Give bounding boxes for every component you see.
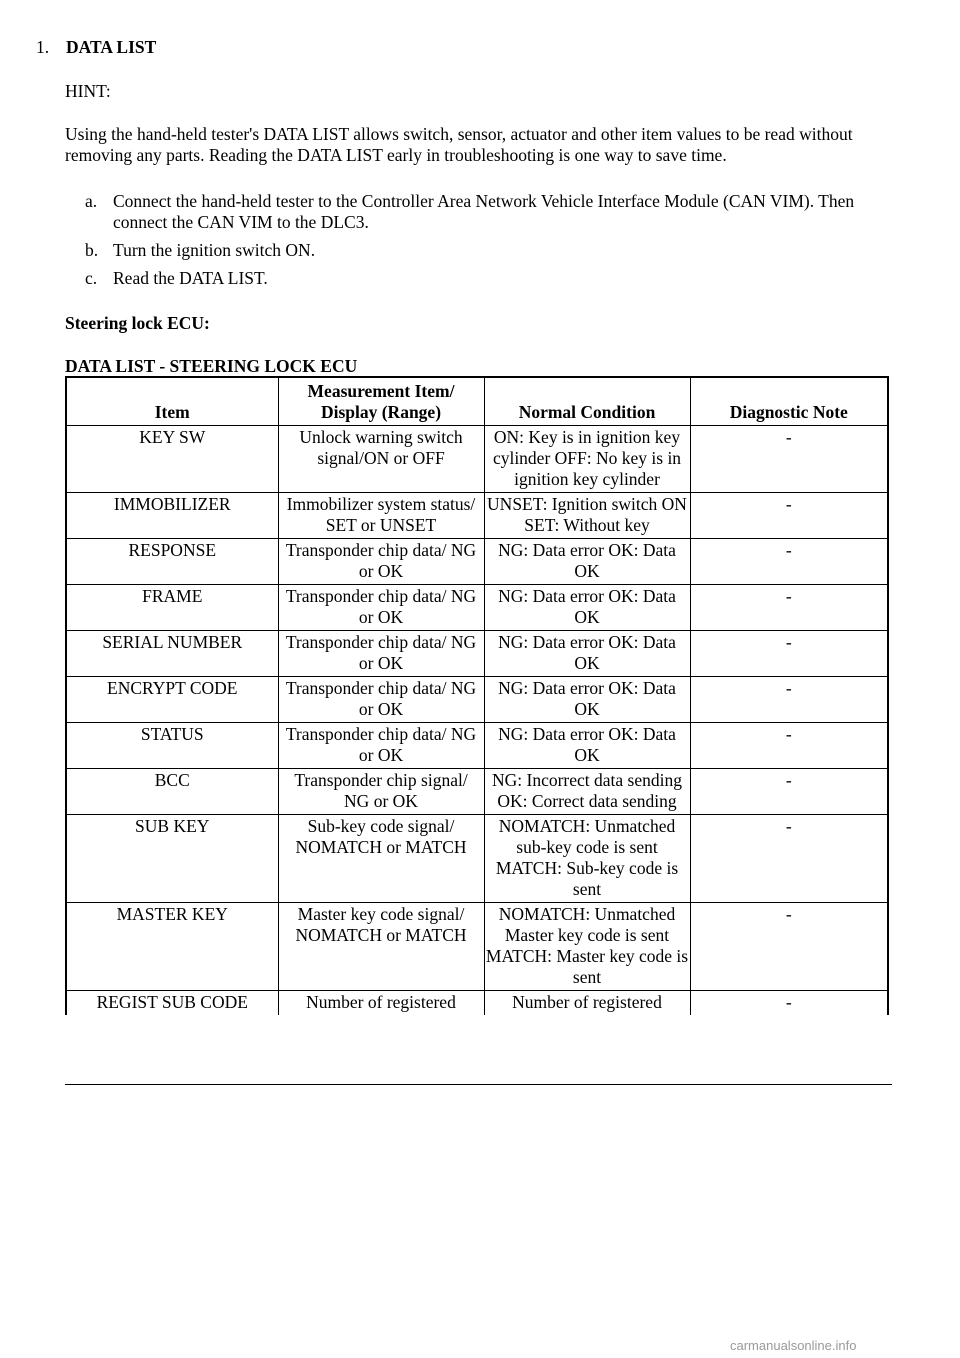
cell-normal-condition: NG: Incorrect data sending OK: Correct data sending [484,769,690,815]
cell-measurement: Transponder chip data/ NG or OK [278,677,484,723]
step-marker: b. [85,240,99,260]
cell-measurement: Sub-key code signal/ NOMATCH or MATCH [278,815,484,903]
table-row [66,815,888,903]
step-marker: a. [85,191,98,211]
table-row [66,723,888,769]
table-row [66,493,888,539]
step-text: Connect the hand-held tester to the Controller Area Network Vehicle Interface Module (CAN VIM). Then connect the CAN VIM to the DLC3. [113,191,855,232]
cell-normal-condition: Number of registered [484,991,690,1016]
site-watermark[interactable]: carmanualsonline.info [730,1338,857,1353]
cell-normal-condition: NG: Data error OK: Data OK [484,539,690,585]
table-row [66,539,888,585]
table-row [66,903,888,991]
section-title: DATA LIST [66,37,157,57]
table-row [66,769,888,815]
cell-item: KEY SW [66,426,278,493]
section-number: 1. [36,37,50,57]
hint-label: HINT: [65,81,111,101]
data-list-table [65,376,889,1015]
cell-diagnostic-note: - [690,539,888,585]
cell-normal-condition: NG: Data error OK: Data OK [484,723,690,769]
procedure-steps [65,191,885,296]
header-normal-condition: Normal Condition [484,377,690,426]
ecu-heading: Steering lock ECU: [65,313,210,333]
cell-diagnostic-note: - [690,585,888,631]
header-diagnostic-note: Diagnostic Note [690,377,888,426]
table-row [66,631,888,677]
procedure-step [65,191,885,233]
cell-normal-condition: NG: Data error OK: Data OK [484,677,690,723]
cell-measurement: Transponder chip data/ NG or OK [278,631,484,677]
cell-normal-condition: NOMATCH: Unmatched sub-key code is sent MATCH: Sub-key code is sent [484,815,690,903]
cell-item: RESPONSE [66,539,278,585]
cell-item: IMMOBILIZER [66,493,278,539]
cell-normal-condition: UNSET: Ignition switch ON SET: Without key [484,493,690,539]
cell-item: REGIST SUB CODE [66,991,278,1016]
cell-diagnostic-note: - [690,815,888,903]
procedure-step [65,268,885,289]
cell-item: BCC [66,769,278,815]
cell-diagnostic-note: - [690,991,888,1016]
table-caption: DATA LIST - STEERING LOCK ECU [65,356,358,376]
table-row [66,585,888,631]
step-text: Read the DATA LIST. [113,268,268,288]
cell-diagnostic-note: - [690,426,888,493]
cell-measurement: Unlock warning switch signal/ON or OFF [278,426,484,493]
cell-diagnostic-note: - [690,769,888,815]
table-row [66,426,888,493]
cell-measurement: Transponder chip data/ NG or OK [278,585,484,631]
cell-measurement: Transponder chip data/ NG or OK [278,539,484,585]
cell-normal-condition: NG: Data error OK: Data OK [484,585,690,631]
step-marker: c. [85,268,98,288]
cell-diagnostic-note: - [690,903,888,991]
cell-measurement: Transponder chip signal/ NG or OK [278,769,484,815]
section-heading [36,37,156,58]
table-row [66,991,888,1016]
cell-diagnostic-note: - [690,493,888,539]
cell-measurement: Number of registered [278,991,484,1016]
cell-normal-condition: ON: Key is in ignition key cylinder OFF: No key is in ignition key cylinder [484,426,690,493]
table-row [66,677,888,723]
procedure-step [65,240,885,261]
cell-item: MASTER KEY [66,903,278,991]
cell-normal-condition: NOMATCH: Unmatched Master key code is sent MATCH: Master key code is sent [484,903,690,991]
cell-item: SUB KEY [66,815,278,903]
cell-diagnostic-note: - [690,631,888,677]
header-item: Item [66,377,278,426]
cell-measurement: Immobilizer system status/ SET or UNSET [278,493,484,539]
cell-diagnostic-note: - [690,723,888,769]
page-bottom-rule [65,1084,892,1085]
cell-item: STATUS [66,723,278,769]
cell-item: ENCRYPT CODE [66,677,278,723]
cell-measurement: Transponder chip data/ NG or OK [278,723,484,769]
table-header-row [66,377,888,426]
cell-measurement: Master key code signal/ NOMATCH or MATCH [278,903,484,991]
step-text: Turn the ignition switch ON. [113,240,316,260]
cell-item: SERIAL NUMBER [66,631,278,677]
cell-diagnostic-note: - [690,677,888,723]
intro-paragraph: Using the hand-held tester's DATA LIST allows switch, sensor, actuator and other item values to be read without removing any parts. Reading the DATA LIST early in troubleshooting is one way to save time. [65,124,853,165]
cell-normal-condition: NG: Data error OK: Data OK [484,631,690,677]
cell-item: FRAME [66,585,278,631]
header-measurement: Measurement Item/ Display (Range) [278,377,484,426]
